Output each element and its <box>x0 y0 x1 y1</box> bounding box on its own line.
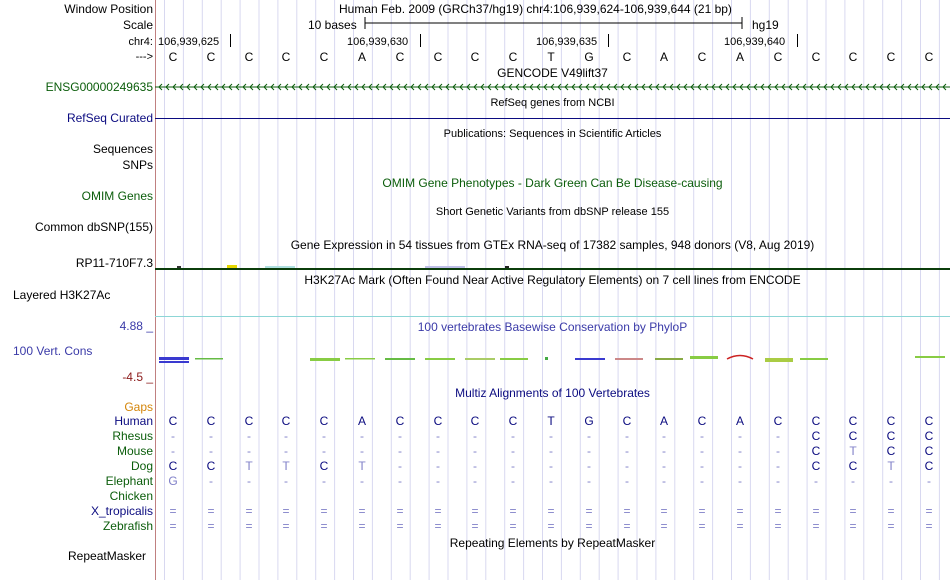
alignment-base: = <box>282 504 290 518</box>
alignment-base: T <box>547 414 555 428</box>
tick-1: 106,939,625 <box>158 36 220 48</box>
tick-3: 106,939,635 <box>536 36 598 48</box>
alignment-base: - <box>549 429 553 443</box>
gencode-gene-line[interactable] <box>155 82 950 92</box>
species-label-mouse[interactable]: Mouse <box>116 444 153 458</box>
species-label-dog[interactable]: Dog <box>130 459 153 473</box>
alignment-base: - <box>322 429 326 443</box>
alignment-base: - <box>738 474 742 488</box>
alignment-base: - <box>247 474 251 488</box>
phylop-conservation-plot[interactable] <box>155 350 950 370</box>
alignment-base: C <box>206 414 216 428</box>
alignment-base: - <box>700 444 704 458</box>
alignment-base: - <box>360 429 364 443</box>
alignment-base: C <box>319 459 329 473</box>
dbsnp-label[interactable]: Common dbSNP(155) <box>34 220 153 234</box>
alignment-base: - <box>738 444 742 458</box>
alignment-base: - <box>247 444 251 458</box>
alignment-base: - <box>511 429 515 443</box>
alignment-base: T <box>282 459 290 473</box>
alignment-base: - <box>209 429 213 443</box>
alignment-base: = <box>660 504 668 518</box>
multiz-track-title[interactable]: Multiz Alignments of 100 Vertebrates <box>455 386 650 400</box>
alignment-base: - <box>625 459 629 473</box>
alignment-base: = <box>736 519 744 533</box>
alignment-base: - <box>814 474 818 488</box>
publications-track-title[interactable]: Publications: Sequences in Scientific Articles <box>443 128 662 140</box>
h3k27ac-baseline <box>155 316 950 317</box>
alignment-base: T <box>245 459 253 473</box>
alignment-base: = <box>887 519 895 533</box>
alignment-base: - <box>662 474 666 488</box>
gencode-track-title[interactable]: GENCODE V49lift37 <box>497 66 608 80</box>
base-letter: C <box>433 50 443 64</box>
rp11-label[interactable]: RP11-710F7.3 <box>75 256 153 270</box>
alignment-base: = <box>434 519 442 533</box>
alignment-base: - <box>473 444 477 458</box>
alignment-base: = <box>736 504 744 518</box>
species-label-x_tropicalis[interactable]: X_tropicalis <box>90 504 153 518</box>
alignment-base: = <box>358 519 366 533</box>
base-letter: C <box>281 50 291 64</box>
alignment-base: = <box>282 519 290 533</box>
phylop-track-title[interactable]: 100 vertebrates Basewise Conservation by PhyloP <box>417 320 688 334</box>
tick-mark-4 <box>797 34 798 47</box>
base-letter: C <box>319 50 329 64</box>
alignment-base: G <box>168 474 178 488</box>
species-label-chicken[interactable]: Chicken <box>109 489 153 503</box>
alignment-base: C <box>433 414 443 428</box>
base-letter: C <box>848 50 858 64</box>
alignment-base: - <box>511 444 515 458</box>
omim-label[interactable]: OMIM Genes <box>81 189 153 203</box>
tick-mark-3 <box>608 34 609 47</box>
h3k27ac-label[interactable]: Layered H3K27Ac <box>13 288 111 302</box>
alignment-base: C <box>697 414 707 428</box>
tick-mark-2 <box>420 34 421 47</box>
alignment-base: A <box>357 414 366 428</box>
species-label-human[interactable]: Human <box>114 414 153 428</box>
assembly-text: hg19 <box>752 18 779 32</box>
sequences-label[interactable]: Sequences <box>92 142 153 156</box>
alignment-base: = <box>925 504 933 518</box>
alignment-base: C <box>244 414 254 428</box>
alignment-base: C <box>924 459 934 473</box>
alignment-base: C <box>811 429 821 443</box>
omim-track-title[interactable]: OMIM Gene Phenotypes - Dark Green Can Be Disease-causing <box>382 176 723 190</box>
alignment-base: T <box>887 459 895 473</box>
alignment-base: = <box>245 504 253 518</box>
position-text: Human Feb. 2009 (GRCh37/hg19) chr4:106,939,624-106,939,644 (21 bp) <box>339 2 732 16</box>
alignment-base: C <box>811 459 821 473</box>
window-position-label: Window Position <box>64 2 153 16</box>
alignment-base: C <box>168 414 178 428</box>
alignment-base: - <box>322 444 326 458</box>
refseq-label[interactable]: RefSeq Curated <box>66 111 153 125</box>
alignment-base: = <box>585 519 593 533</box>
alignment-base: C <box>924 429 934 443</box>
alignment-base: - <box>473 459 477 473</box>
alignment-base: - <box>436 459 440 473</box>
alignment-base: = <box>812 504 820 518</box>
alignment-base: - <box>436 474 440 488</box>
alignment-base: - <box>587 444 591 458</box>
alignment-base: - <box>851 474 855 488</box>
alignment-base: - <box>436 429 440 443</box>
base-letter: A <box>735 50 744 64</box>
tick-4: 106,939,640 <box>724 36 786 48</box>
alignment-base: = <box>207 504 215 518</box>
alignment-base: = <box>585 504 593 518</box>
base-letter: A <box>659 50 668 64</box>
snps-label[interactable]: SNPs <box>122 158 153 172</box>
gencode-gene-label[interactable]: ENSG00000249635 <box>45 80 153 94</box>
alignment-base: = <box>320 504 328 518</box>
gtex-track-title[interactable]: Gene Expression in 54 tissues from GTEx RNA-seq of 17382 samples, 948 donors (V8, Aug 2019) <box>290 238 815 252</box>
gaps-label: Gaps <box>124 400 153 414</box>
alignment-base: C <box>206 459 216 473</box>
alignment-base: C <box>168 459 178 473</box>
alignment-base: - <box>473 474 477 488</box>
base-letter: C <box>886 50 896 64</box>
alignment-base: = <box>396 519 404 533</box>
cons-track-label[interactable]: 100 Vert. Cons <box>13 344 93 358</box>
alignment-base: - <box>700 459 704 473</box>
base-letter: C <box>206 50 216 64</box>
alignment-base: = <box>849 519 857 533</box>
alignment-base: - <box>171 429 175 443</box>
alignment-base: = <box>169 504 177 518</box>
alignment-base: - <box>587 429 591 443</box>
base-letter: C <box>508 50 518 64</box>
alignment-base: - <box>209 474 213 488</box>
alignment-base: C <box>924 444 934 458</box>
refseq-gene-line[interactable] <box>155 118 950 119</box>
alignment-base: - <box>247 429 251 443</box>
alignment-base: - <box>398 429 402 443</box>
alignment-base: = <box>623 504 631 518</box>
alignment-base: = <box>396 504 404 518</box>
alignment-base: - <box>209 444 213 458</box>
alignment-base: = <box>509 504 517 518</box>
strand-arrow-label[interactable]: ---> <box>135 51 153 63</box>
alignment-base: C <box>319 414 329 428</box>
alignment-base: - <box>889 474 893 488</box>
alignment-base: = <box>471 504 479 518</box>
alignment-base: C <box>811 444 821 458</box>
alignment-base: C <box>886 429 896 443</box>
species-label-elephant[interactable]: Elephant <box>105 474 153 488</box>
alignment-base: C <box>886 414 896 428</box>
alignment-base: - <box>662 429 666 443</box>
base-letter: A <box>357 50 366 64</box>
tick-2: 106,939,630 <box>347 36 409 48</box>
base-letter: C <box>924 50 934 64</box>
alignment-base: - <box>436 444 440 458</box>
alignment-base: = <box>887 504 895 518</box>
alignment-base: = <box>207 519 215 533</box>
scale-label: Scale <box>122 18 153 32</box>
alignment-base: A <box>659 414 668 428</box>
alignment-base: - <box>284 429 288 443</box>
alignment-base: = <box>169 519 177 533</box>
alignment-base: G <box>584 414 594 428</box>
alignment-base: - <box>360 444 364 458</box>
alignment-base: - <box>360 474 364 488</box>
tick-mark-1 <box>230 34 231 47</box>
alignment-base: - <box>473 429 477 443</box>
base-letter: C <box>244 50 254 64</box>
base-letter: T <box>547 50 555 64</box>
alignment-base: = <box>623 519 631 533</box>
alignment-base: T <box>358 459 366 473</box>
alignment-base: C <box>508 414 518 428</box>
refseq-track-title[interactable]: RefSeq genes from NCBI <box>490 97 615 109</box>
alignment-base: = <box>509 519 517 533</box>
alignment-base: = <box>849 504 857 518</box>
alignment-base: = <box>774 504 782 518</box>
alignment-base: - <box>776 444 780 458</box>
alignment-base: - <box>776 474 780 488</box>
alignment-base: = <box>471 519 479 533</box>
base-letter: C <box>811 50 821 64</box>
alignment-base: C <box>886 444 896 458</box>
base-letter: G <box>584 50 594 64</box>
alignment-base: C <box>848 429 858 443</box>
alignment-base: - <box>738 429 742 443</box>
species-label-rhesus[interactable]: Rhesus <box>112 429 153 443</box>
scale-text: 10 bases <box>308 18 357 32</box>
cons-min-label: -4.5 _ <box>122 370 153 384</box>
alignment-base: = <box>698 519 706 533</box>
base-letter: C <box>168 50 178 64</box>
scale-bar <box>362 15 746 31</box>
alignment-base: - <box>549 444 553 458</box>
alignment-base: C <box>848 414 858 428</box>
alignment-base: - <box>322 474 326 488</box>
alignment-base: - <box>398 459 402 473</box>
alignment-base: C <box>622 414 632 428</box>
alignment-base: - <box>171 444 175 458</box>
alignment-base: - <box>625 444 629 458</box>
alignment-base: = <box>660 519 668 533</box>
alignment-base: = <box>434 504 442 518</box>
alignment-base: - <box>662 459 666 473</box>
h3k27ac-track-title[interactable]: H3K27Ac Mark (Often Found Near Active Regulatory Elements) on 7 cell lines from ENCODE <box>304 273 801 287</box>
alignment-base: - <box>587 459 591 473</box>
alignment-base: C <box>773 414 783 428</box>
gtex-expression-bars[interactable] <box>155 262 950 272</box>
alignment-base: T <box>849 444 857 458</box>
dbsnp-track-title[interactable]: Short Genetic Variants from dbSNP release 155 <box>435 206 670 218</box>
alignment-base: - <box>398 444 402 458</box>
alignment-base: C <box>848 459 858 473</box>
alignment-base: - <box>927 474 931 488</box>
alignment-base: - <box>738 459 742 473</box>
alignment-base: - <box>587 474 591 488</box>
alignment-base: C <box>395 414 405 428</box>
alignment-base: C <box>281 414 291 428</box>
alignment-base: = <box>925 519 933 533</box>
base-letter: C <box>395 50 405 64</box>
alignment-base: = <box>245 519 253 533</box>
alignment-base: = <box>320 519 328 533</box>
alignment-base: C <box>470 414 480 428</box>
alignment-base: - <box>700 474 704 488</box>
alignment-base: C <box>924 414 934 428</box>
species-label-zebrafish[interactable]: Zebrafish <box>102 519 153 533</box>
alignment-base: - <box>284 474 288 488</box>
alignment-base: = <box>812 519 820 533</box>
repeatmasker-track-title[interactable]: Repeating Elements by RepeatMasker <box>449 536 656 550</box>
base-letter: C <box>470 50 480 64</box>
alignment-base: - <box>549 459 553 473</box>
alignment-base: - <box>398 474 402 488</box>
alignment-base: = <box>358 504 366 518</box>
alignment-base: C <box>811 414 821 428</box>
base-letter: C <box>697 50 707 64</box>
base-letter: C <box>773 50 783 64</box>
alignment-base: - <box>776 459 780 473</box>
alignment-base: = <box>774 519 782 533</box>
alignment-base: - <box>511 459 515 473</box>
alignment-base: = <box>547 519 555 533</box>
alignment-base: A <box>735 414 744 428</box>
alignment-base: - <box>700 429 704 443</box>
repeatmasker-label[interactable]: RepeatMasker <box>68 549 147 563</box>
cons-max-label: 4.88 _ <box>119 319 153 333</box>
alignment-base: - <box>662 444 666 458</box>
alignment-base: - <box>284 444 288 458</box>
base-letter: C <box>622 50 632 64</box>
alignment-base: - <box>625 474 629 488</box>
alignment-base: = <box>547 504 555 518</box>
alignment-base: = <box>698 504 706 518</box>
chrom-label: chr4: <box>128 36 153 48</box>
alignment-base: - <box>625 429 629 443</box>
alignment-base: - <box>776 429 780 443</box>
alignment-base: - <box>549 474 553 488</box>
alignment-base: - <box>511 474 515 488</box>
